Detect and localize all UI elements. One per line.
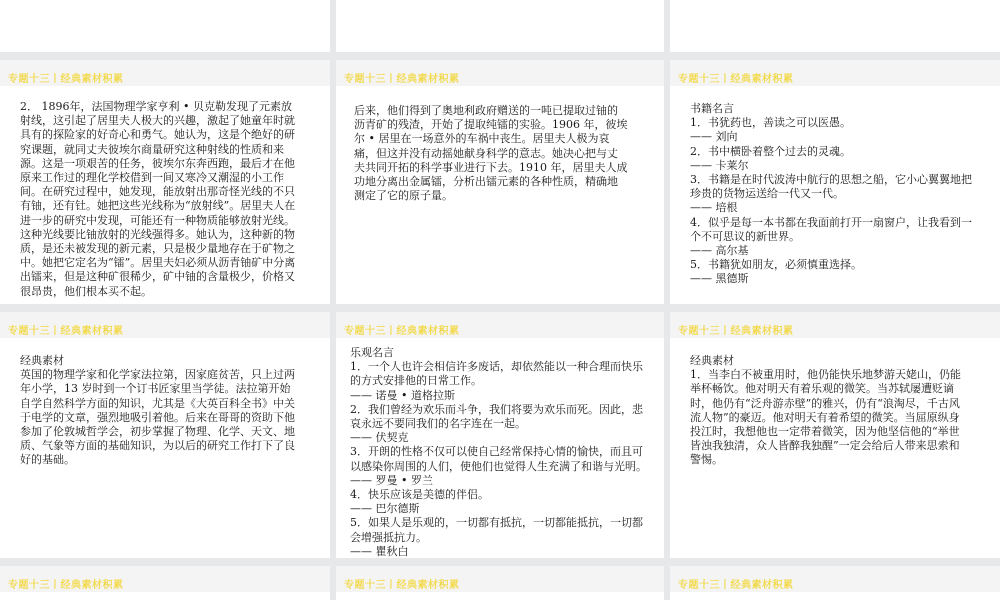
slide-header: 专题十三丨经典素材积累	[8, 326, 124, 337]
slide-body-text: 后来，他们得到了奥地利政府赠送的一吨已提取过铀的沥青矿的残渣，开始了提取纯镭的实验。1906 年，彼埃尔 • 居里在一场意外的车祸中丧生。居里夫人极为哀痛，但这并没有动摇她献身科学的意志。她决心把与丈夫共同开拓的科学事业进行下去。1910 年，居里夫人成功地分离出金属镭，分析出镭元素的各种性质，精确地测定了它的原子量。	[354, 104, 628, 203]
slide-r2c2	[336, 312, 664, 558]
slide-bottom-left	[0, 566, 330, 600]
quote-item: 3．书籍是在时代波涛中航行的思想之船，它小心翼翼地把珍贵的货物运送给一代又一代。	[690, 173, 972, 201]
material-block	[20, 354, 298, 468]
block-text: 1．当李白不被重用时，他仍能快乐地梦游天姥山，仍能举杯畅饮。他对明天有着乐观的微笑。当苏轼屡遭贬谪时，他仍有“泛舟游赤壁”的雅兴，仍有“浪淘尽，千古风流人物”的豪迈。他对明天有着希望的微笑。当屈原纵身投江时，我想他也一定带着微笑，因为他坚信他的“举世皆浊我独清，众人皆醉我独醒”一定会给后人带来思索和警惕。	[690, 368, 961, 467]
slide-r2c1	[0, 312, 330, 558]
slide-body-text: 2． 1896年，法国物理学家亨利 • 贝克勒发现了元素放射线，这引起了居里夫人极大的兴趣，激起了她童年时就具有的探险家的好奇心和勇气。她认为，这是个绝好的研究课题，就同丈夫彼埃尔商量研究这种射线的性质和来源。这是一项艰苦的任务，彼埃尔东奔西跑，最后才在他原来工作过的理化学校借到一间又寒冷又潮湿的小工作间。在研究过程中，她发现，能放射出那奇怪光线的不只有铀，还有钍。她把这些光线称为“放射线”。居里夫人在进一步的研究中发现，可能还有一种物质能够放射光线。这种光线要比铀放射的光线强得多。她认为，这种新的物质，是还未被发现的新元素，只是极少量地存在于矿物之中。她把它定名为“镭”。居里夫妇必须从沥青铀矿中分离出镭来，但是这种矿很稀少，矿中铀的含量极少，价格又很昂贵，他们根本买不起。	[20, 100, 296, 298]
slide-r1c2	[336, 60, 664, 304]
quote-author: —— 瞿秋白	[350, 544, 409, 558]
slide-bottom-right	[670, 566, 1000, 600]
quote-author: —— 刘向	[690, 130, 738, 144]
slide-top-right	[670, 0, 1000, 52]
quote-author: —— 罗曼 • 罗兰	[350, 473, 433, 487]
quote-list	[690, 102, 974, 287]
quote-item: 5．如果人是乐观的，一切都有抵抗，一切都能抵抗，一切都会增强抵抗力。	[350, 516, 643, 544]
quote-item: 2．书中横卧着整个过去的灵魂。	[690, 144, 851, 158]
quote-item: 5．书籍犹如朋友，必须慎重选择。	[690, 258, 862, 272]
slide-r2c3	[670, 312, 1000, 558]
quote-list	[350, 346, 650, 558]
slide-header: 专题十三丨经典素材积累	[678, 580, 794, 591]
list-title: 乐观名言	[350, 346, 394, 359]
slide-r1c1	[0, 60, 330, 304]
quote-item: 1．一个人也许会相信许多废话，却依然能以一种合理而快乐的方式安排他的日常工作。	[350, 360, 643, 388]
slide-top-left	[0, 0, 330, 52]
material-block	[690, 354, 966, 468]
list-title: 书籍名言	[690, 102, 734, 115]
quote-author: —— 培根	[690, 201, 738, 215]
quote-author: —— 卡莱尔	[690, 158, 749, 172]
slide-header: 专题十三丨经典素材积累	[344, 580, 460, 591]
slide-bottom-middle	[336, 566, 664, 600]
quote-item: 4．似乎是每一本书都在我面前打开一扇窗户，让我看到一个不可思议的新世界。	[690, 215, 972, 243]
quote-item: 4．快乐应该是美德的伴侣。	[350, 488, 489, 502]
quote-author: —— 黑德斯	[690, 272, 749, 286]
quote-author: —— 高尔基	[690, 244, 749, 258]
slide-header: 专题十三丨经典素材积累	[8, 580, 124, 591]
block-text: 英国的物理学家和化学家法拉第，因家庭贫苦，只上过两年小学，13 岁时到一个订书匠家里当学徒。法拉第开始自学自然科学方面的知识，尤其是《大英百科全书》中关于电学的文章，强烈地吸引着他。后来在哥哥的资助下他参加了伦敦城哲学会，初步掌握了物理、化学、天文、地质、气象等方面的基础知识，为以后的研究工作打下了良好的基础。	[20, 368, 295, 467]
quote-item: 2．我们曾经为欢乐而斗争，我们将要为欢乐而死。因此，悲哀永远不要同我们的名字连在一起。	[350, 402, 643, 431]
slide-header: 专题十三丨经典素材积累	[8, 74, 124, 85]
slide-header: 专题十三丨经典素材积累	[344, 326, 460, 337]
quote-author: —— 巴尔德斯	[350, 502, 420, 516]
slide-header: 专题十三丨经典素材积累	[678, 326, 794, 337]
slide-header: 专题十三丨经典素材积累	[344, 74, 460, 85]
quote-item: 1．书犹药也，善读之可以医愚。	[690, 116, 851, 130]
quote-author: —— 诺曼 • 道格拉斯	[350, 388, 455, 402]
quote-item: 3．开朗的性格不仅可以使自己经常保持心情的愉快，而且可以感染你周围的人们，使他们也觉得人生充满了和谐与光明。	[350, 445, 647, 473]
slide-header: 专题十三丨经典素材积累	[678, 74, 794, 85]
block-title: 经典素材	[20, 354, 64, 367]
quote-author: —— 伏契克	[350, 431, 409, 445]
slide-top-middle	[336, 0, 664, 52]
slide-r1c3	[670, 60, 1000, 304]
block-title: 经典素材	[690, 354, 734, 367]
